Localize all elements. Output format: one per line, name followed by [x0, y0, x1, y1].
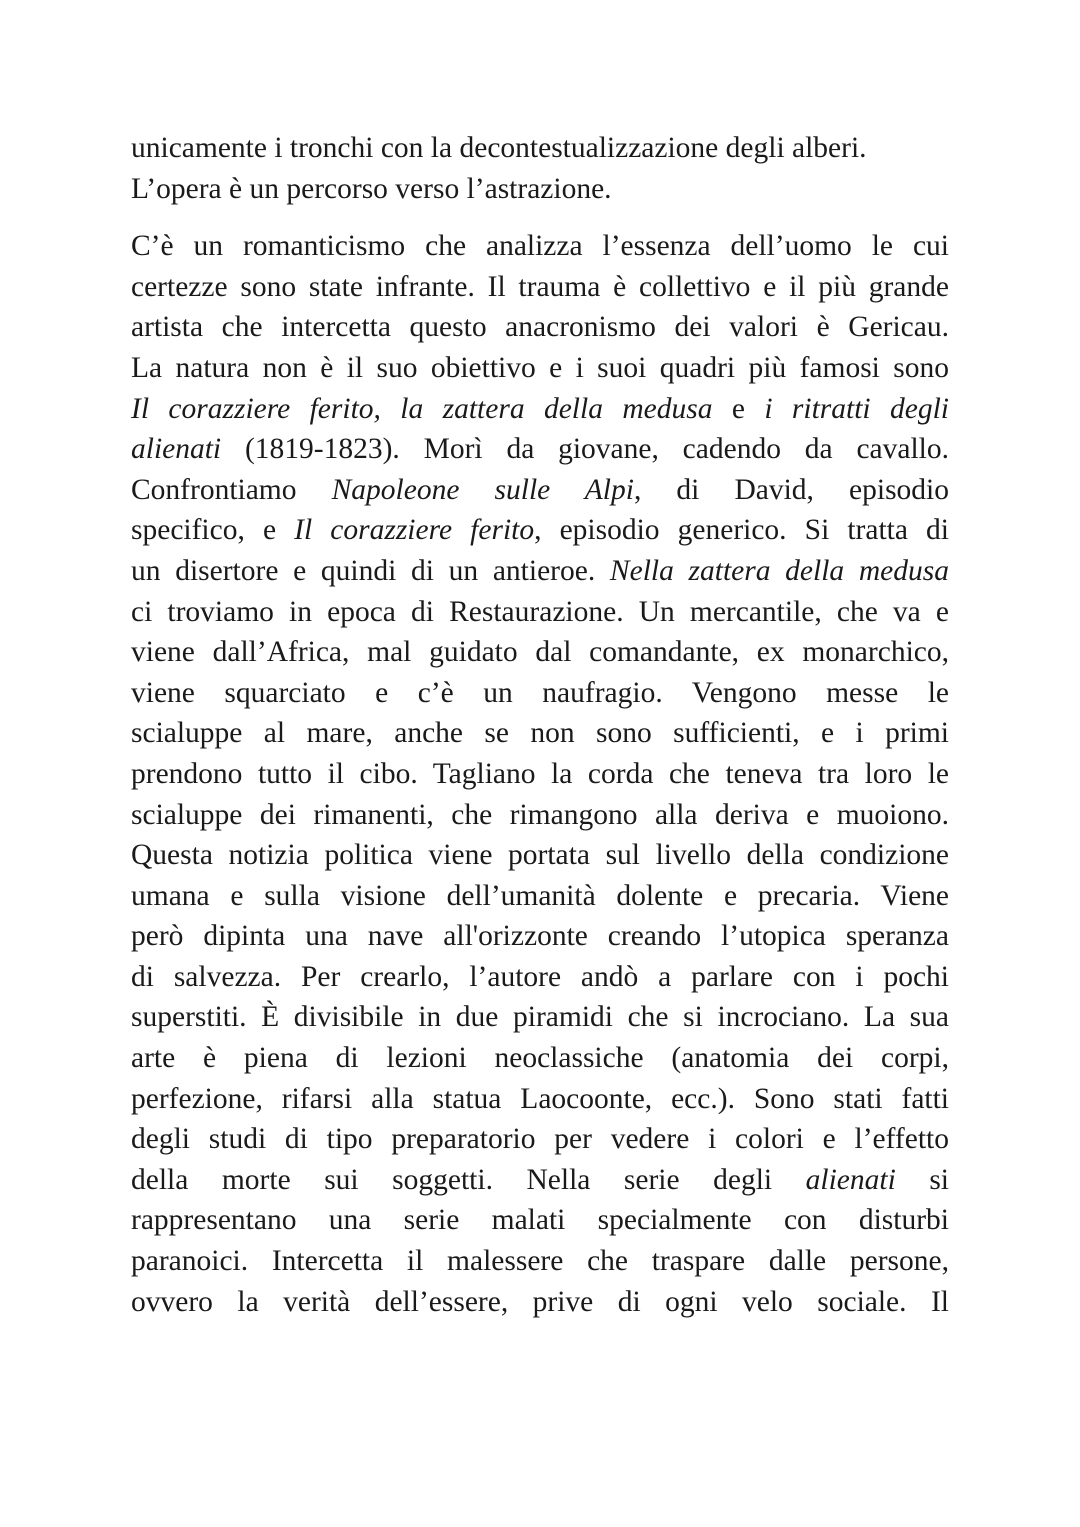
- text-line: viene dall’Africa, mal guidato dal comandante, ex monarchico,: [131, 636, 949, 669]
- text-line: La natura non è il suo obiettivo e i suoi quadri più famosi sono: [131, 351, 949, 384]
- text-line: viene squarciato e c’è un naufragio. Vengono messe le: [131, 676, 949, 709]
- text-line: certezze sono state infrante. Il trauma è collettivo e il più grande: [131, 270, 949, 303]
- text-line: scialuppe dei rimanenti, che rimangono alla deriva e muoiono.: [131, 798, 949, 831]
- artwork-title: Napoleone sulle Alpi: [331, 473, 634, 506]
- text-fragment: della morte sui soggetti. Nella serie degli: [131, 1163, 806, 1196]
- text-line: [131, 429, 949, 470]
- text-fragment: si: [895, 1163, 949, 1196]
- text-line: paranoici. Intercetta il malessere che traspare dalle persone,: [131, 1245, 949, 1278]
- text-line: superstiti. È divisibile in due piramidi che si incrociano. La sua: [131, 1001, 949, 1034]
- artwork-title: i ritratti degli: [764, 392, 949, 425]
- text-line: unicamente i tronchi con la decontestualizzazione degli alberi.: [131, 132, 867, 164]
- paragraph-gericault: [131, 226, 949, 1322]
- text-line: L’opera è un percorso verso l’astrazione.: [131, 172, 612, 205]
- text-line: ovvero la verità dell’essere, prive di ogni velo sociale. Il: [131, 1285, 949, 1318]
- artwork-title: alienati: [805, 1163, 896, 1196]
- text-line: arte è piena di lezioni neoclassiche (anatomia dei corpi,: [131, 1042, 949, 1075]
- text-fragment: , di David, episodio: [633, 473, 949, 506]
- text-line: di salvezza. Per crearlo, l’autore andò a parlare con i pochi: [131, 960, 949, 993]
- text-fragment: (1819-1823). Morì da giovane, cadendo da cavallo.: [221, 433, 949, 466]
- text-line: [131, 510, 949, 551]
- paragraph-intro: [131, 128, 949, 209]
- text-fragment: un disertore e quindi di un antieroe.: [131, 554, 610, 587]
- text-line: umana e sulla visione dell’umanità dolente e precaria. Viene: [131, 879, 949, 912]
- text-line: rappresentano una serie malati specialmente con disturbi: [131, 1204, 949, 1237]
- text-line: [131, 470, 949, 511]
- artwork-title: Il corazziere ferito, la zattera della medusa: [131, 392, 713, 425]
- text-line: C’è un romanticismo che analizza l’essenza dell’uomo le cui: [131, 230, 949, 263]
- text-line: [131, 1160, 949, 1201]
- text-line: ci troviamo in epoca di Restaurazione. Un mercantile, che va e: [131, 595, 949, 628]
- text-line: prendono tutto il cibo. Tagliano la corda che teneva tra loro le: [131, 757, 949, 790]
- text-fragment: , episodio generico. Si tratta di: [534, 514, 950, 547]
- text-line: artista che intercetta questo anacronismo dei valori è Gericau.: [131, 311, 949, 344]
- text-line: perfezione, rifarsi alla statua Laocoonte, ecc.). Sono stati fatti: [131, 1082, 949, 1115]
- artwork-title: Il corazziere ferito: [294, 514, 535, 547]
- text-fragment: e: [712, 392, 765, 425]
- text-line: [131, 551, 949, 592]
- text-line: [131, 389, 949, 430]
- text-line: Questa notizia politica viene portata sul livello della condizione: [131, 839, 949, 872]
- text-fragment: Confrontiamo: [131, 473, 332, 506]
- text-line: scialuppe al mare, anche se non sono sufficienti, e i primi: [131, 717, 949, 750]
- text-fragment: specifico, e: [131, 514, 295, 547]
- text-line: degli studi di tipo preparatorio per vedere i colori e l’effetto: [131, 1123, 949, 1156]
- artwork-title: Nella zattera della medusa: [609, 554, 949, 587]
- text-line: però dipinta una nave all'orizzonte creando l’utopica speranza: [131, 920, 949, 953]
- artwork-title: alienati: [131, 433, 222, 466]
- document-body: [131, 128, 949, 1322]
